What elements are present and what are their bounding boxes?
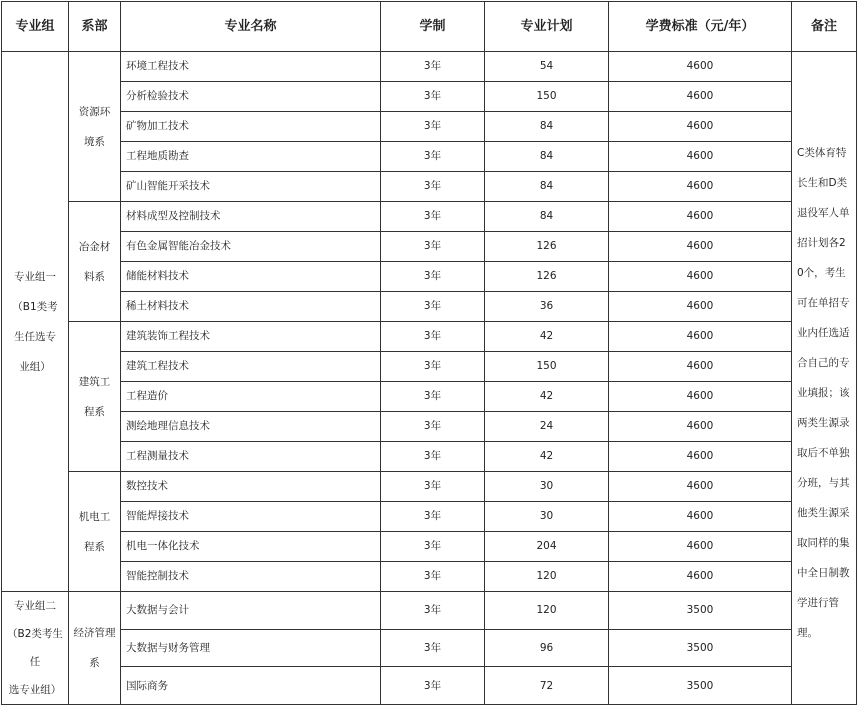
major-cell: 机电一体化技术	[121, 532, 381, 562]
duration-cell: 3年	[381, 112, 485, 142]
tuition-cell: 4600	[609, 502, 792, 532]
department-name: 机电工	[78, 510, 111, 523]
col-header-plan: 专业计划	[485, 2, 609, 52]
table-row	[2, 667, 857, 705]
tuition-cell: 4600	[609, 412, 792, 442]
major-cell: 矿山智能开采技术	[121, 172, 381, 202]
header-row	[2, 2, 857, 52]
tuition-cell: 3500	[609, 592, 792, 630]
plan-cell: 30	[485, 472, 609, 502]
department-name: 经济管理	[73, 627, 116, 639]
department-name: 冶金材	[78, 240, 111, 253]
major-cell: 稀土材料技术	[121, 292, 381, 322]
major-cell: 矿物加工技术	[121, 112, 381, 142]
col-header-major: 专业名称	[121, 2, 381, 52]
plan-cell: 150	[485, 82, 609, 112]
duration-cell: 3年	[381, 502, 485, 532]
plan-cell: 84	[485, 202, 609, 232]
duration-cell: 3年	[381, 292, 485, 322]
duration-cell: 3年	[381, 262, 485, 292]
group-desc: 选专业组）	[8, 684, 62, 696]
department-cell	[69, 472, 121, 592]
tuition-cell: 4600	[609, 52, 792, 82]
table-row	[2, 292, 857, 322]
table-row	[2, 322, 857, 352]
plan-cell: 84	[485, 142, 609, 172]
tuition-cell: 4600	[609, 232, 792, 262]
table-row	[2, 352, 857, 382]
tuition-cell: 4600	[609, 112, 792, 142]
plan-cell: 72	[485, 667, 609, 705]
duration-cell: 3年	[381, 352, 485, 382]
tuition-cell: 4600	[609, 442, 792, 472]
group-desc: 生任选专	[14, 330, 56, 343]
tuition-cell: 4600	[609, 82, 792, 112]
duration-cell: 3年	[381, 232, 485, 262]
major-cell: 工程地质勘查	[121, 142, 381, 172]
plan-cell: 204	[485, 532, 609, 562]
major-cell: 有色金属智能冶金技术	[121, 232, 381, 262]
duration-cell: 3年	[381, 172, 485, 202]
group-desc: （B2类考生任	[7, 628, 63, 668]
admission-plan-table	[1, 1, 857, 705]
table-row	[2, 532, 857, 562]
tuition-cell: 4600	[609, 262, 792, 292]
table-row	[2, 562, 857, 592]
table-row	[2, 82, 857, 112]
plan-cell: 30	[485, 502, 609, 532]
group-cell-2	[2, 592, 69, 705]
tuition-cell: 4600	[609, 172, 792, 202]
tuition-cell: 4600	[609, 562, 792, 592]
group-name: 专业组一	[14, 270, 56, 283]
duration-cell: 3年	[381, 202, 485, 232]
tuition-cell: 3500	[609, 667, 792, 705]
duration-cell: 3年	[381, 532, 485, 562]
table-row	[2, 202, 857, 232]
department-name: 程系	[84, 540, 105, 553]
tuition-cell: 4600	[609, 292, 792, 322]
duration-cell: 3年	[381, 667, 485, 705]
table-row	[2, 52, 857, 82]
department-cell	[69, 592, 121, 705]
major-cell: 国际商务	[121, 667, 381, 705]
duration-cell: 3年	[381, 382, 485, 412]
tuition-cell: 4600	[609, 322, 792, 352]
table-row	[2, 472, 857, 502]
major-cell: 智能控制技术	[121, 562, 381, 592]
tuition-cell: 4600	[609, 142, 792, 172]
col-header-department: 系部	[69, 2, 121, 52]
plan-cell: 36	[485, 292, 609, 322]
duration-cell: 3年	[381, 82, 485, 112]
duration-cell: 3年	[381, 52, 485, 82]
department-cell	[69, 322, 121, 472]
major-cell: 分析检验技术	[121, 82, 381, 112]
tuition-cell: 3500	[609, 629, 792, 667]
note-cell: C类体育特长生和D类退役军人单招计划各20个，考生可在单招专业内任选适合自己的专业填报；该两类生源录取后不单独分班，与其他类生源采取同样的集中全日制教学进行管理。	[792, 82, 857, 705]
group-desc: （B1类考	[12, 300, 58, 313]
tuition-cell: 4600	[609, 472, 792, 502]
plan-cell: 126	[485, 232, 609, 262]
table-row	[2, 232, 857, 262]
table-row	[2, 412, 857, 442]
col-header-group: 专业组	[2, 2, 69, 52]
table-row	[2, 382, 857, 412]
note-spacer	[792, 52, 857, 82]
table-row	[2, 629, 857, 667]
col-header-note: 备注	[792, 2, 857, 52]
tuition-cell: 4600	[609, 382, 792, 412]
tuition-cell: 4600	[609, 352, 792, 382]
table-row	[2, 172, 857, 202]
duration-cell: 3年	[381, 629, 485, 667]
department-name: 系	[89, 657, 100, 669]
major-cell: 建筑装饰工程技术	[121, 322, 381, 352]
duration-cell: 3年	[381, 442, 485, 472]
table-row	[2, 112, 857, 142]
plan-cell: 126	[485, 262, 609, 292]
tuition-cell: 4600	[609, 532, 792, 562]
duration-cell: 3年	[381, 142, 485, 172]
major-cell: 环境工程技术	[121, 52, 381, 82]
tuition-cell: 4600	[609, 202, 792, 232]
plan-cell: 150	[485, 352, 609, 382]
major-cell: 工程造价	[121, 382, 381, 412]
major-cell: 智能焊接技术	[121, 502, 381, 532]
department-name: 建筑工	[78, 375, 111, 388]
plan-cell: 42	[485, 322, 609, 352]
col-header-duration: 学制	[381, 2, 485, 52]
plan-cell: 84	[485, 112, 609, 142]
major-cell: 数控技术	[121, 472, 381, 502]
table-row	[2, 262, 857, 292]
major-cell: 工程测量技术	[121, 442, 381, 472]
major-cell: 测绘地理信息技术	[121, 412, 381, 442]
department-cell	[69, 52, 121, 202]
plan-cell: 96	[485, 629, 609, 667]
plan-cell: 42	[485, 382, 609, 412]
plan-cell: 120	[485, 592, 609, 630]
major-cell: 储能材料技术	[121, 262, 381, 292]
table-row	[2, 142, 857, 172]
table-row	[2, 502, 857, 532]
group-desc: 业组）	[19, 360, 51, 373]
duration-cell: 3年	[381, 412, 485, 442]
group-cell-1	[2, 52, 69, 592]
plan-cell: 24	[485, 412, 609, 442]
duration-cell: 3年	[381, 592, 485, 630]
plan-cell: 84	[485, 172, 609, 202]
plan-cell: 42	[485, 442, 609, 472]
major-cell: 大数据与财务管理	[121, 629, 381, 667]
department-name: 资源环	[78, 105, 111, 118]
duration-cell: 3年	[381, 562, 485, 592]
col-header-tuition: 学费标准（元/年）	[609, 2, 792, 52]
department-name: 境系	[84, 135, 105, 148]
department-cell	[69, 202, 121, 322]
department-name: 料系	[84, 270, 105, 283]
major-cell: 大数据与会计	[121, 592, 381, 630]
duration-cell: 3年	[381, 322, 485, 352]
table-row	[2, 442, 857, 472]
plan-cell: 120	[485, 562, 609, 592]
table-row	[2, 592, 857, 630]
department-name: 程系	[84, 405, 105, 418]
plan-cell: 54	[485, 52, 609, 82]
duration-cell: 3年	[381, 472, 485, 502]
major-cell: 材料成型及控制技术	[121, 202, 381, 232]
major-cell: 建筑工程技术	[121, 352, 381, 382]
group-name: 专业组二	[14, 600, 56, 612]
